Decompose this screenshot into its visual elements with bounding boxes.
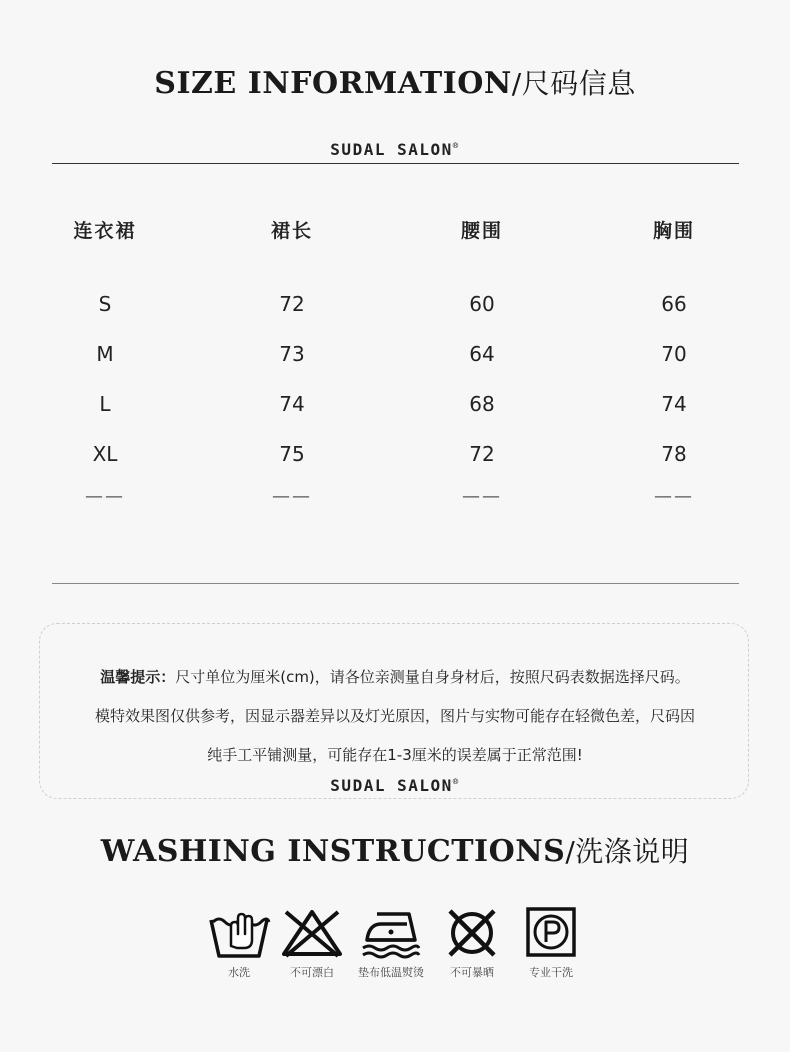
size-title-sep: / <box>511 67 522 100</box>
waist-cell: 60 <box>469 292 495 316</box>
bust-cell: 74 <box>661 392 687 416</box>
wash-title-sep: / <box>565 835 576 868</box>
brand-logo <box>0 776 790 795</box>
waist-cell: 64 <box>469 342 495 366</box>
bust-cell: 70 <box>661 342 687 366</box>
no-bleach-label: 不可漂白 <box>290 966 334 979</box>
notice-line-2: 模特效果图仅供参考，因显示器差异以及灯光原因，图片与实物可能存在轻微色差，尺码因 <box>94 707 695 725</box>
length-cell: 75 <box>279 442 305 466</box>
length-cell: 74 <box>279 392 305 416</box>
header-dress: 连衣裙 <box>73 220 137 242</box>
size-title-en: SIZE INFORMATION <box>154 66 512 101</box>
wash-title-en: WASHING INSTRUCTIONS <box>100 834 566 869</box>
size-cell: M <box>96 342 114 366</box>
iron-low-with-cloth-icon <box>359 906 423 960</box>
hand-wash-label: 水洗 <box>228 966 250 979</box>
size-cell: XL <box>92 442 118 466</box>
bottom-divider <box>52 583 739 584</box>
bust-cell: 66 <box>661 292 687 316</box>
brand-registered-mark: ® <box>452 141 460 152</box>
no-bleach-icon <box>280 906 344 960</box>
placeholder-dash: —— <box>85 486 125 507</box>
notice-line-1 <box>0 666 790 687</box>
top-divider <box>52 163 739 164</box>
waist-cell: 72 <box>469 442 495 466</box>
length-cell: 73 <box>279 342 305 366</box>
brand-logo <box>0 140 790 159</box>
placeholder-dash: —— <box>654 486 694 507</box>
brand-name: SUDAL SALON <box>330 776 453 795</box>
no-tumble-dry-icon <box>440 906 504 960</box>
bust-cell: 78 <box>661 442 687 466</box>
size-cell: S <box>98 292 112 316</box>
header-length: 裙长 <box>270 220 313 242</box>
placeholder-dash: —— <box>462 486 502 507</box>
iron-label: 垫布低温熨烫 <box>358 966 424 979</box>
brand-registered-mark: ® <box>452 777 460 788</box>
size-information-title <box>0 62 790 102</box>
size-title-cn: 尺码信息 <box>521 67 636 100</box>
header-waist: 腰围 <box>460 220 503 242</box>
hand-wash-icon <box>207 906 271 960</box>
brand-name: SUDAL SALON <box>330 140 453 159</box>
size-cell: L <box>99 392 111 416</box>
placeholder-dash: —— <box>272 486 312 507</box>
header-bust: 胸围 <box>652 220 695 242</box>
waist-cell: 68 <box>469 392 495 416</box>
notice-line-3: 纯手工平铺测量，可能存在1-3厘米的误差属于正常范围! <box>207 746 583 764</box>
notice-label: 温馨提示： <box>100 668 176 686</box>
dry-clean-p-icon <box>519 906 583 960</box>
length-cell: 72 <box>279 292 305 316</box>
notice-text-1: 尺寸单位为厘米(cm)，请各位亲测量自身身材后，按照尺码表数据选择尺码。 <box>175 668 690 686</box>
dry-clean-label: 专业干洗 <box>529 966 573 979</box>
no-tumble-dry-label: 不可暴晒 <box>450 966 494 979</box>
wash-title-cn: 洗涤说明 <box>575 835 690 868</box>
washing-instructions-title <box>0 830 790 870</box>
